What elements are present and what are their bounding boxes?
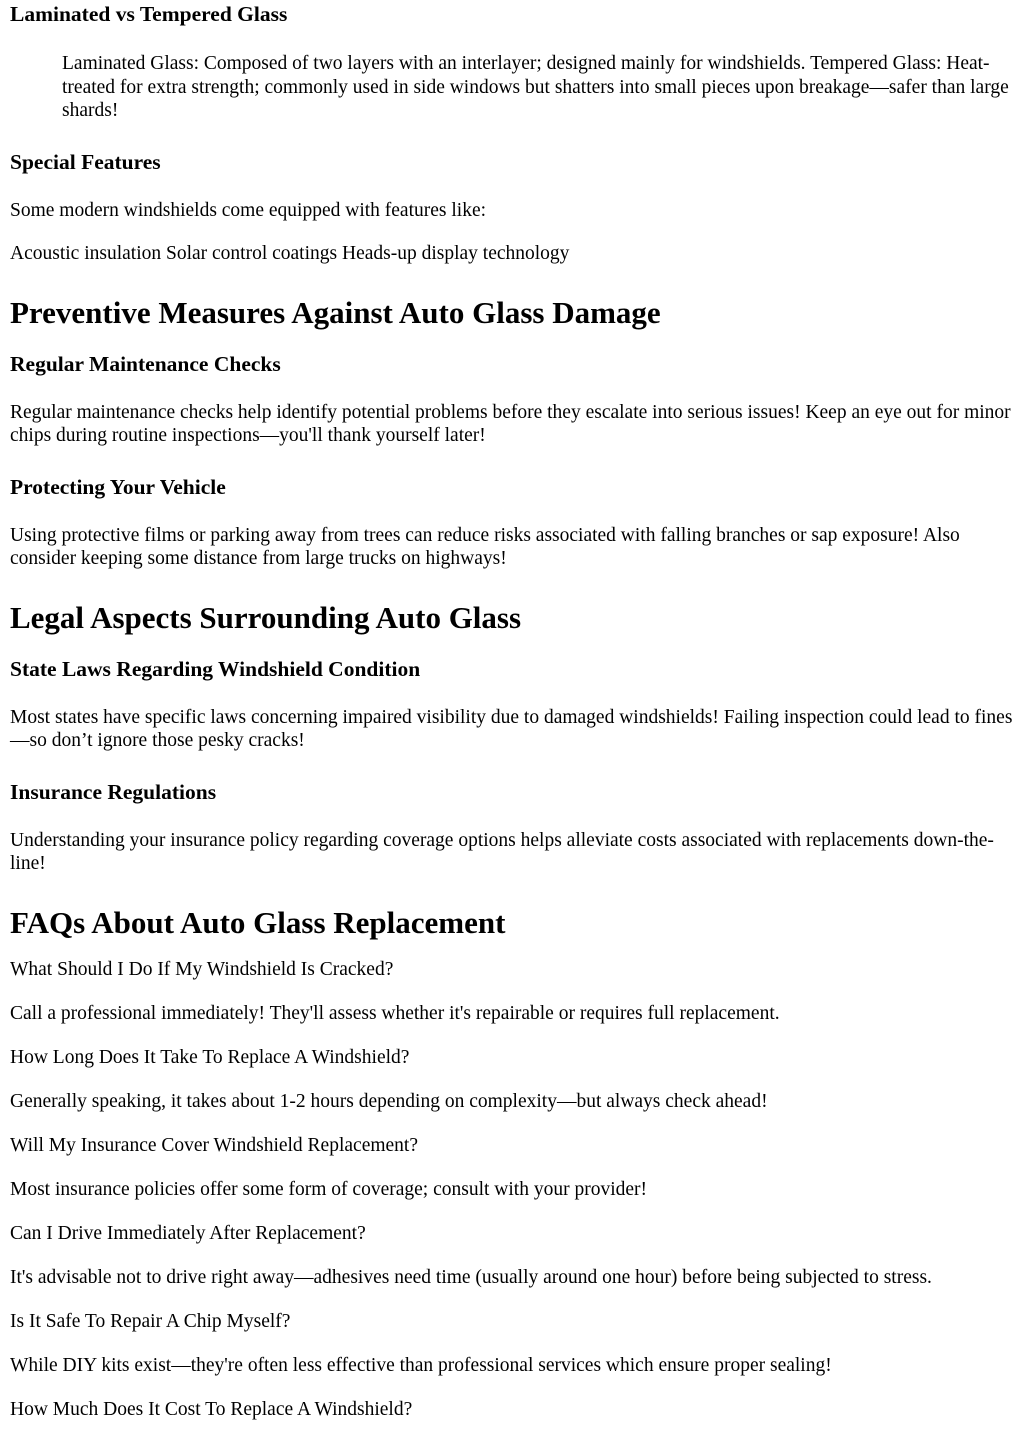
faq-answer: It's advisable not to drive right away—adhesives need time (usually around one hour) before being subjected to stress. (10, 1266, 932, 1288)
insurance-heading: Insurance Regulations (10, 779, 217, 804)
special-features-heading: Special Features (10, 149, 161, 174)
maintenance-text: Regular maintenance checks help identify potential problems before they escalate into serious issues! Keep an eye out for minor chips during routine inspections—you'll thank yourself later! (10, 401, 1011, 446)
protecting-text: Using protective films or parking away from trees can reduce risks associated with falling branches or sap exposure! Also consider keeping some distance from large trucks on highways! (10, 524, 960, 569)
special-features-list: Acoustic insulation Solar control coatings Heads-up display technology (10, 243, 570, 264)
special-features-intro: Some modern windshields come equipped with features like: (10, 199, 487, 221)
faq-question: How Long Does It Take To Replace A Windshield? (10, 1046, 410, 1068)
faq-question: Can I Drive Immediately After Replacement? (10, 1222, 366, 1244)
laminated-quote: Laminated Glass: Composed of two layers with an interlayer; designed mainly for windshields. Tempered Glass: Heat-treated for extra strength; commonly used in side windows but shatters into small pieces upon breakage—safer than large shards! (62, 53, 1009, 121)
maintenance-heading: Regular Maintenance Checks (10, 351, 281, 376)
faq-question: What Should I Do If My Windshield Is Cracked? (10, 958, 394, 980)
faq-answer: Most insurance policies offer some form of coverage; consult with your provider! (10, 1178, 648, 1200)
faq-answer: Call a professional immediately! They'll assess whether it's repairable or requires full replacement. (10, 1002, 780, 1024)
faq-question: Will My Insurance Cover Windshield Replacement? (10, 1134, 418, 1156)
faq-question: Is It Safe To Repair A Chip Myself? (10, 1310, 291, 1332)
preventive-heading: Preventive Measures Against Auto Glass Damage (10, 294, 661, 330)
faq-answer: While DIY kits exist—they're often less effective than professional services which ensure proper sealing! (10, 1354, 832, 1376)
state-laws-heading: State Laws Regarding Windshield Condition (10, 656, 421, 681)
article-body (0, 1, 1024, 1421)
faq-list (10, 958, 1014, 1422)
legal-heading: Legal Aspects Surrounding Auto Glass (10, 599, 522, 635)
faq-question: How Much Does It Cost To Replace A Windshield? (10, 1398, 413, 1420)
insurance-text: Understanding your insurance policy regarding coverage options helps alleviate costs associated with replacements down-the-line! (10, 829, 994, 874)
faq-answer: Generally speaking, it takes about 1-2 hours depending on complexity—but always check ahead! (10, 1090, 768, 1112)
laminated-heading: Laminated vs Tempered Glass (10, 2, 288, 26)
protecting-heading: Protecting Your Vehicle (10, 474, 226, 499)
state-laws-text: Most states have specific laws concerning impaired visibility due to damaged windshields! Failing inspection could lead to fines—so don’t ignore those pesky cracks! (10, 706, 1013, 751)
faq-heading: FAQs About Auto Glass Replacement (10, 904, 506, 940)
